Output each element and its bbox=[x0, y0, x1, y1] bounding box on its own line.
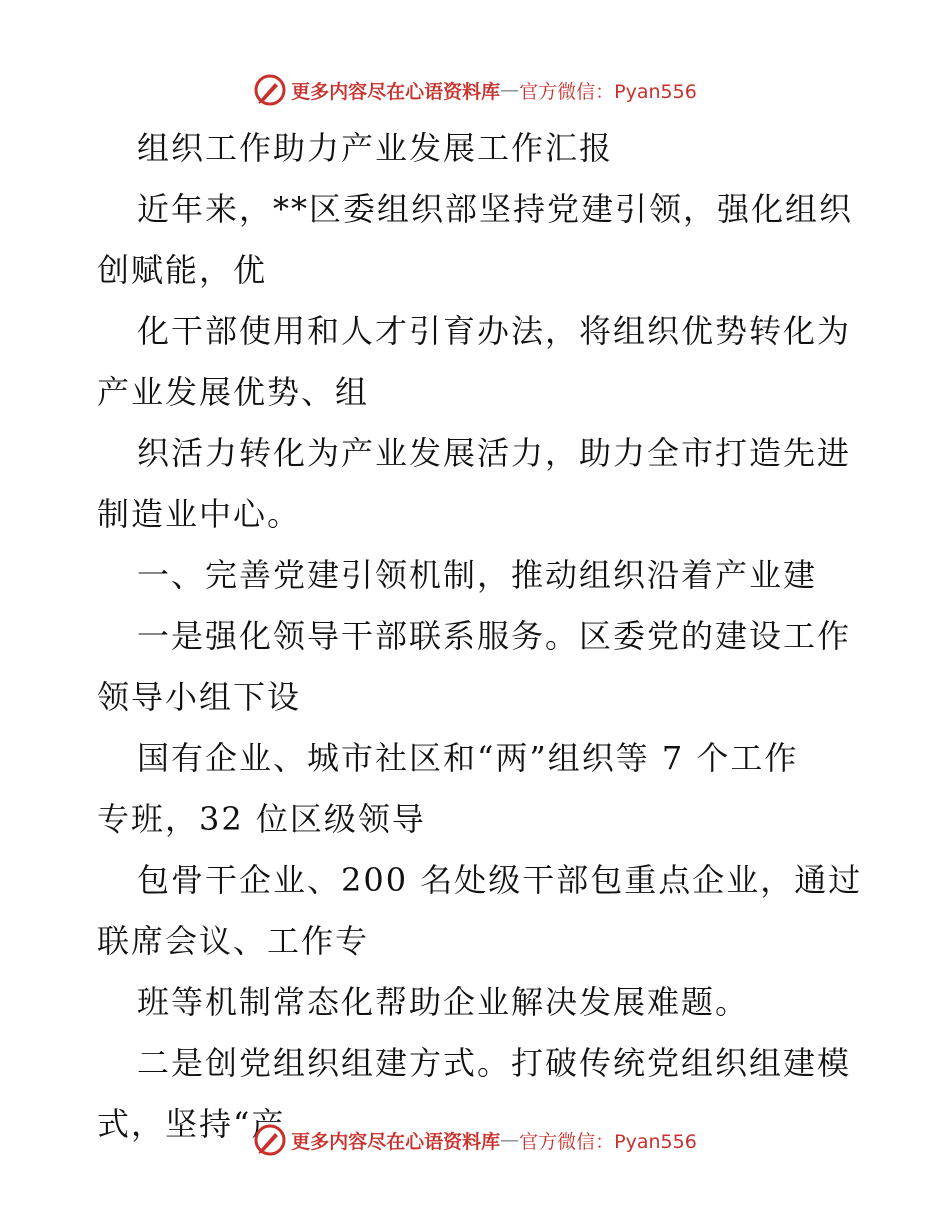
watermark-contact: 官方微信：Pyan556 bbox=[519, 1130, 697, 1153]
paragraph-line: 二是创党组织组建方式。打破传统党组织组建模 bbox=[137, 1044, 852, 1082]
paragraph-line: 近年来，**区委组织部坚持党建引领，强化组织 bbox=[137, 190, 854, 228]
section-heading: 一、完善党建引领机制，推动组织沿着产业建 bbox=[137, 556, 818, 594]
paragraph-line: 包骨干企业、200 名处级干部包重点企业，通过 bbox=[137, 861, 863, 899]
watermark-dash: — bbox=[500, 79, 520, 101]
watermark-dash: — bbox=[500, 1129, 520, 1151]
document-body bbox=[97, 118, 863, 1155]
pen-logo-icon bbox=[253, 73, 287, 107]
paragraph-line: 化干部使用和人才引育办法，将组织优势转化为 bbox=[137, 312, 852, 350]
footer-watermark bbox=[0, 1120, 950, 1160]
paragraph-line: 专班，32 位区级领导 bbox=[97, 800, 426, 838]
paragraph-line: 领导小组下设 bbox=[97, 678, 302, 716]
watermark-contact: 官方微信：Pyan556 bbox=[519, 80, 697, 103]
paragraph-line: 织活力转化为产业发展活力，助力全市打造先进 bbox=[137, 434, 852, 472]
paragraph-line: 制造业中心。 bbox=[97, 495, 302, 533]
paragraph-line: 班等机制常态化帮助企业解决发展难题。 bbox=[137, 983, 750, 1021]
paragraph-line: 创赋能，优 bbox=[97, 251, 268, 289]
paragraph-line: 式，坚持“产 bbox=[97, 1105, 286, 1143]
paragraph-line: 产业发展优势、组 bbox=[97, 373, 370, 411]
paragraph-line: 国有企业、城市社区和“两”组织等 7 个工作 bbox=[137, 739, 799, 777]
paragraph-line: 一是强化领导干部联系服务。区委党的建设工作 bbox=[137, 617, 852, 655]
watermark-text: 更多内容尽在心语资料库 bbox=[291, 80, 501, 103]
header-watermark bbox=[0, 70, 950, 110]
watermark-text: 更多内容尽在心语资料库 bbox=[291, 1130, 501, 1153]
document-title: 组织工作助力产业发展工作汇报 bbox=[137, 129, 614, 167]
paragraph-line: 联席会议、工作专 bbox=[97, 922, 370, 960]
pen-logo-icon bbox=[253, 1123, 287, 1157]
